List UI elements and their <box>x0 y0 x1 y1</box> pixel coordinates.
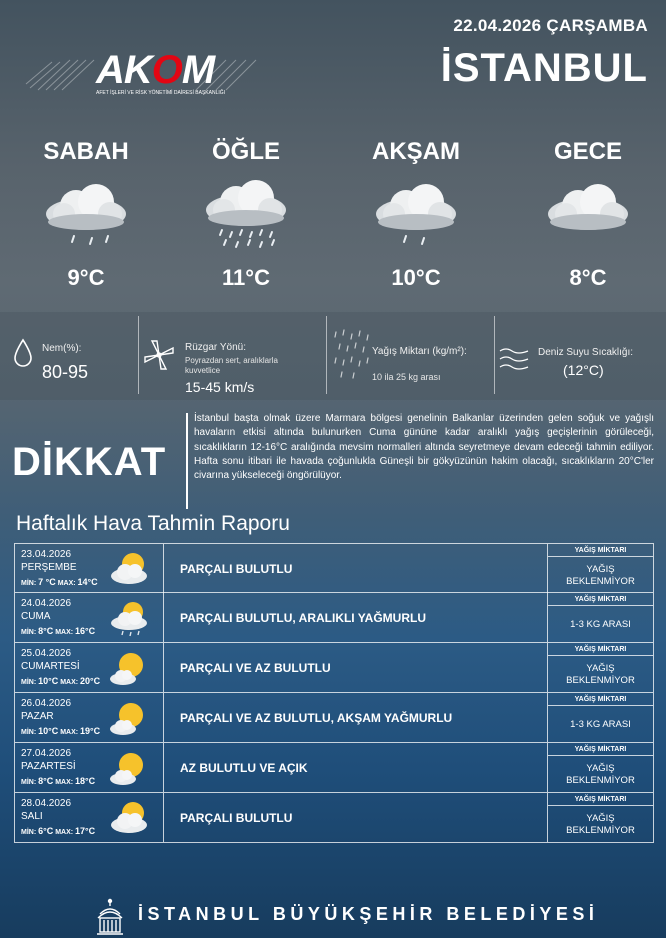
period-aksam <box>356 138 476 291</box>
day-min-max <box>21 826 95 836</box>
period-name: AKŞAM <box>372 138 460 165</box>
day-min-max <box>21 626 95 636</box>
day-date: 28.04.2026 <box>21 798 72 809</box>
rain-amount: YAĞIŞ BEKLENMİYOR <box>566 812 635 836</box>
day-name: PAZARTESİ <box>21 761 76 772</box>
table-row <box>14 743 654 793</box>
rain-icon <box>332 328 372 380</box>
day-cell <box>15 593 164 642</box>
warning-divider <box>186 413 188 509</box>
rain-value: 10 ila 25 kg arası <box>372 372 441 382</box>
min-label: MİN: <box>21 829 37 836</box>
sun-cloud-rain-icon <box>107 599 157 639</box>
desc-cell <box>164 593 548 642</box>
min-value: 8°C <box>38 626 54 636</box>
min-label: MİN: <box>21 629 37 636</box>
footer <box>0 896 666 938</box>
period-name: SABAH <box>43 138 129 165</box>
max-label: MAX: <box>60 679 79 686</box>
min-value: 8°C <box>38 776 54 786</box>
forecast-description: PARÇALI VE AZ BULUTLU <box>180 661 331 675</box>
cloud-rain-icon <box>36 180 136 252</box>
stat-divider <box>138 316 139 394</box>
period-temp: 9°C <box>67 265 105 290</box>
desc-cell <box>164 743 548 792</box>
forecast-description: AZ BULUTLU VE AÇIK <box>180 761 308 775</box>
forecast-description: PARÇALI BULUTLU, ARALIKLI YAĞMURLU <box>180 611 426 625</box>
desc-cell <box>164 693 548 742</box>
min-label: MİN: <box>21 679 37 686</box>
sun-small-cloud-icon <box>107 649 157 689</box>
table-row <box>14 793 654 843</box>
weekly-title: Haftalık Hava Tahmin Raporu <box>16 512 290 535</box>
day-name: PAZAR <box>21 711 54 722</box>
cloud-heavy-rain-icon <box>196 180 296 252</box>
rain-amount: YAĞIŞ BEKLENMİYOR <box>566 762 635 786</box>
period-ogle <box>186 138 306 291</box>
rain-cell <box>548 693 653 742</box>
humidity-value: 80-95 <box>42 362 89 382</box>
period-name: ÖĞLE <box>211 138 280 165</box>
max-value: 17°C <box>75 826 96 836</box>
day-date: 26.04.2026 <box>21 698 72 709</box>
day-date: 23.04.2026 <box>21 549 72 560</box>
day-cell <box>15 693 164 742</box>
period-name: GECE <box>553 138 622 165</box>
rain-amount: YAĞIŞ BEKLENMİYOR <box>566 563 635 587</box>
rain-label: Yağış Miktarı (kg/m²): <box>372 346 467 357</box>
min-value: 10°C <box>38 676 59 686</box>
table-row <box>14 593 654 643</box>
wind-detail: Poyrazdan sert, aralıklarla kuvvetlice <box>185 356 278 375</box>
min-value: 6°C <box>38 826 54 836</box>
day-name: CUMA <box>21 611 51 622</box>
rain-cell <box>548 743 653 792</box>
day-min-max <box>21 776 95 786</box>
min-label: MİN: <box>21 580 37 587</box>
warning-title: DİKKAT <box>12 440 167 484</box>
stat-divider <box>326 316 327 394</box>
min-label: MİN: <box>21 779 37 786</box>
max-value: 19°C <box>80 726 101 736</box>
table-row <box>14 643 654 693</box>
max-value: 18°C <box>75 776 96 786</box>
rain-cell <box>548 793 653 842</box>
wind-turbine-icon <box>142 338 176 372</box>
wind-label: Rüzgar Yönü: <box>185 342 246 353</box>
forecast-description: PARÇALI VE AZ BULUTLU, AKŞAM YAĞMURLU <box>180 711 453 725</box>
rain-amount: YAĞIŞ BEKLENMİYOR <box>566 662 635 686</box>
sun-small-cloud-icon <box>107 749 157 789</box>
day-min-max <box>21 726 100 736</box>
day-min-max <box>21 676 100 686</box>
date-label: 22.04.2026 ÇARŞAMBA <box>453 16 648 35</box>
day-cell <box>15 643 164 692</box>
cloud-rain-icon <box>366 180 466 252</box>
desc-cell <box>164 544 548 593</box>
rain-amount: 1-3 KG ARASI <box>570 618 631 630</box>
min-value: 10°C <box>38 726 59 736</box>
rain-header: YAĞIŞ MİKTARI <box>548 743 653 756</box>
day-cell <box>15 743 164 792</box>
period-temp: 11°C <box>222 265 270 290</box>
droplet-icon <box>12 338 34 368</box>
sea-temp-value: (12°C) <box>563 362 604 378</box>
rain-cell <box>548 593 653 642</box>
period-temp: 10°C <box>391 265 441 290</box>
max-label: MAX: <box>55 629 74 636</box>
min-value: 7 °C <box>38 577 56 587</box>
day-min-max <box>21 577 98 587</box>
desc-cell <box>164 793 548 842</box>
rain-header: YAĞIŞ MİKTARI <box>548 593 653 606</box>
rain-cell <box>548 544 653 593</box>
cloud-icon <box>538 180 638 252</box>
day-date: 24.04.2026 <box>21 598 72 609</box>
max-label: MAX: <box>57 580 76 587</box>
desc-cell <box>164 643 548 692</box>
stat-divider <box>494 316 495 394</box>
humidity-label: Nem(%): <box>42 343 82 354</box>
warning-text: İstanbul başta olmak üzere Marmara bölgesi genelinin Balkanlar üzerinden gelen soğuk ve yağışlı havaların etkisi altında bulunurken Cuma gününe kadar aralıklı yağış geçişlerinin görüleceği, sıcaklıkların 12-16°C aralığında mevsim normalleri altında seyretmeye devam edeceği tahmin ediliyor. Hafta sonu itibari ile havada çoğunlukla Güneşli bir gökyüzünün hakim olacağı, sıcaklıkların 20°C'ler civarına yükseleceği öngörülüyor. <box>194 413 654 482</box>
day-date: 25.04.2026 <box>21 648 72 659</box>
table-row <box>14 543 654 593</box>
max-label: MAX: <box>55 779 74 786</box>
akom-logo <box>96 50 236 96</box>
akom-logo-text: AKOM <box>96 48 215 92</box>
max-label: MAX: <box>55 829 74 836</box>
period-temp: 8°C <box>569 265 607 290</box>
rain-header: YAĞIŞ MİKTARI <box>548 544 653 557</box>
forecast-description: PARÇALI BULUTLU <box>180 811 293 825</box>
rain-amount: 1-3 KG ARASI <box>570 718 631 730</box>
max-value: 16°C <box>75 626 96 636</box>
rain-header: YAĞIŞ MİKTARI <box>548 693 653 706</box>
day-cell <box>15 793 164 842</box>
waves-icon <box>498 346 530 372</box>
max-value: 20°C <box>80 676 101 686</box>
rain-header: YAĞIŞ MİKTARI <box>548 793 653 806</box>
day-name: PERŞEMBE <box>21 562 77 573</box>
day-date: 27.04.2026 <box>21 748 72 759</box>
table-row <box>14 693 654 743</box>
day-cell <box>15 544 164 593</box>
akom-logo-subtitle: AFET İŞLERİ VE RİSK YÖNETİMİ DAİRESİ BAŞKANLIĞI <box>96 90 226 96</box>
max-label: MAX: <box>60 729 79 736</box>
forecast-description: PARÇALI BULUTLU <box>180 562 293 576</box>
day-name: CUMARTESİ <box>21 661 80 672</box>
sun-cloud-icon <box>107 799 157 839</box>
city-title: İSTANBUL <box>440 46 648 90</box>
sun-cloud-icon <box>107 550 157 590</box>
min-label: MİN: <box>21 729 37 736</box>
sun-small-cloud-icon <box>107 699 157 739</box>
footer-title: İSTANBUL BÜYÜKŞEHİR BELEDİYESİ <box>138 904 599 924</box>
ibb-logo-icon <box>94 898 126 936</box>
day-name: SALI <box>21 811 43 822</box>
rain-header: YAĞIŞ MİKTARI <box>548 643 653 656</box>
wind-value: 15-45 km/s <box>185 379 255 395</box>
rain-cell <box>548 643 653 692</box>
period-gece <box>528 138 648 291</box>
weekly-table <box>14 543 654 843</box>
max-value: 14°C <box>77 577 98 587</box>
sea-temp-label: Deniz Suyu Sıcaklığı: <box>538 347 634 358</box>
period-sabah <box>26 138 146 291</box>
